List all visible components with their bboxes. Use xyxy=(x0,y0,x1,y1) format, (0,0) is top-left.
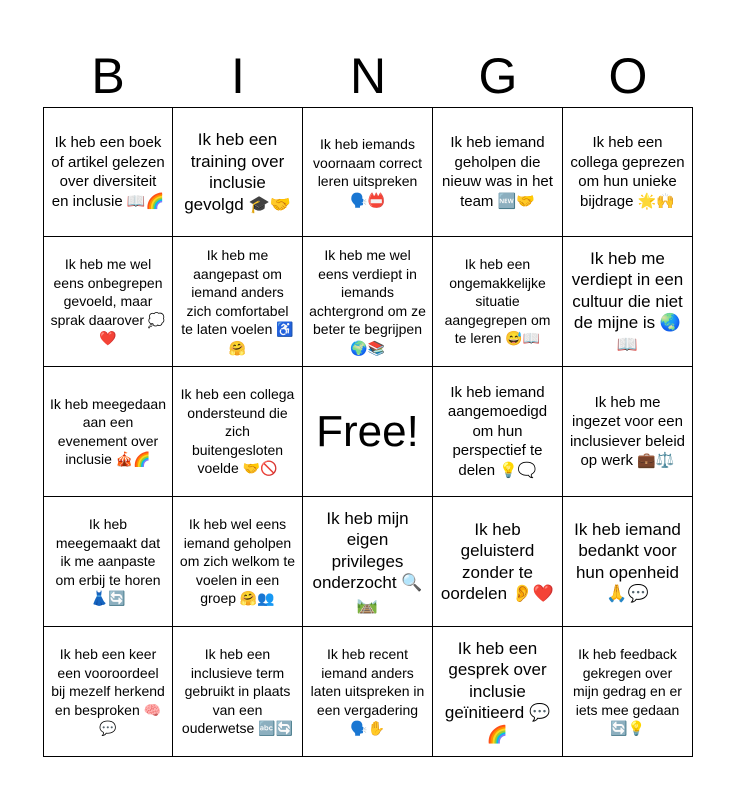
cell-text: Ik heb een keer een vooroordeel bij mezelf herkend en besproken 🧠💬 xyxy=(51,646,165,737)
header-letter-g: G xyxy=(478,48,518,104)
cell-text: Ik heb geluisterd zonder te oordelen 👂❤️ xyxy=(440,519,555,603)
cell-text: Ik heb me wel eens verdiept in iemands achtergrond om ze beter te begrijpen 🌍📚 xyxy=(309,247,426,356)
cell-text: Ik heb iemand aangemoedigd om hun perspectief te delen 💡🗨️ xyxy=(447,383,548,479)
bingo-cell[interactable] xyxy=(433,627,563,757)
bingo-card-grid xyxy=(43,107,693,757)
bingo-cell[interactable] xyxy=(433,367,563,497)
cell-text: Ik heb feedback gekregen over mijn gedrag en er iets mee gedaan 🔄💡 xyxy=(573,646,682,737)
bingo-cell[interactable] xyxy=(173,627,303,757)
cell-text: Ik heb een gesprek over inclusie geïnitieerd 💬🌈 xyxy=(444,638,551,744)
cell-text: Ik heb een training over inclusie gevolgd 🎓🤝 xyxy=(184,130,291,214)
bingo-cell[interactable] xyxy=(43,237,173,367)
bingo-cell[interactable] xyxy=(43,627,173,757)
cell-text: Ik heb een inclusieve term gebruikt in plaats van een ouderwetse 🔤🔄 xyxy=(181,646,294,737)
bingo-cell[interactable] xyxy=(173,497,303,627)
cell-text: Ik heb me aangepast om iemand anders zich comfortabel te laten voelen ♿🤗 xyxy=(181,247,294,356)
bingo-cell[interactable] xyxy=(303,627,433,757)
bingo-cell[interactable] xyxy=(43,497,173,627)
bingo-cell[interactable] xyxy=(563,497,693,627)
cell-text: Ik heb een collega ondersteund die zich buitengesloten voelde 🤝🚫 xyxy=(180,386,295,477)
header-letter-i: I xyxy=(231,48,245,104)
bingo-cell[interactable] xyxy=(563,367,693,497)
bingo-cell[interactable] xyxy=(173,107,303,237)
header-letter-n: N xyxy=(349,48,387,104)
bingo-cell[interactable] xyxy=(433,107,563,237)
bingo-cell[interactable] xyxy=(433,497,563,627)
bingo-cell[interactable] xyxy=(303,107,433,237)
cell-text: Ik heb meegemaakt dat ik me aanpaste om erbij te horen 👗🔄 xyxy=(55,516,161,607)
cell-text: Ik heb iemand bedankt voor hun openheid 🙏💬 xyxy=(574,519,681,603)
bingo-cell[interactable] xyxy=(563,237,693,367)
header-letter-o: O xyxy=(608,48,648,104)
free-space-label: Free! xyxy=(316,406,419,456)
cell-text: Ik heb recent iemand anders laten uitspreken in een vergadering 🗣️✋ xyxy=(310,646,425,737)
bingo-cell[interactable] xyxy=(563,627,693,757)
bingo-cell[interactable] xyxy=(433,237,563,367)
cell-text: Ik heb iemands voornaam correct leren uitspreken 🗣️📛 xyxy=(313,136,422,208)
bingo-cell-free[interactable] xyxy=(303,367,433,497)
cell-text: Ik heb wel eens iemand geholpen om zich welkom te voelen in een groep 🤗👥 xyxy=(179,516,296,607)
cell-text: Ik heb me wel eens onbegrepen gevoeld, maar sprak daarover 💭❤️ xyxy=(50,256,166,347)
bingo-cell[interactable] xyxy=(303,237,433,367)
bingo-cell[interactable] xyxy=(563,107,693,237)
cell-text: Ik heb een collega geprezen om hun unieke bijdrage 🌟🙌 xyxy=(570,134,685,210)
cell-text: Ik heb een boek of artikel gelezen over diversiteit en inclusie 📖🌈 xyxy=(51,134,165,210)
bingo-header xyxy=(43,45,693,107)
bingo-cell[interactable] xyxy=(173,237,303,367)
cell-text: Ik heb mijn eigen privileges onderzocht 🔍🛤️ xyxy=(312,508,423,614)
cell-text: Ik heb me ingezet voor een inclusiever beleid op werk 💼⚖️ xyxy=(569,393,686,469)
cell-text: Ik heb een ongemakkelijke situatie aangegrepen om te leren 😅📖 xyxy=(444,256,551,347)
cell-text: Ik heb me verdiept in een cultuur die niet de mijne is 🌏📖 xyxy=(571,248,684,354)
bingo-cell[interactable] xyxy=(43,107,173,237)
cell-text: Ik heb iemand geholpen die nieuw was in het team 🆕🤝 xyxy=(442,134,553,210)
cell-text: Ik heb meegedaan aan een evenement over inclusie 🎪🌈 xyxy=(50,395,166,467)
bingo-cell[interactable] xyxy=(173,367,303,497)
header-letter-b: B xyxy=(91,48,125,104)
bingo-cell[interactable] xyxy=(303,497,433,627)
bingo-cell[interactable] xyxy=(43,367,173,497)
